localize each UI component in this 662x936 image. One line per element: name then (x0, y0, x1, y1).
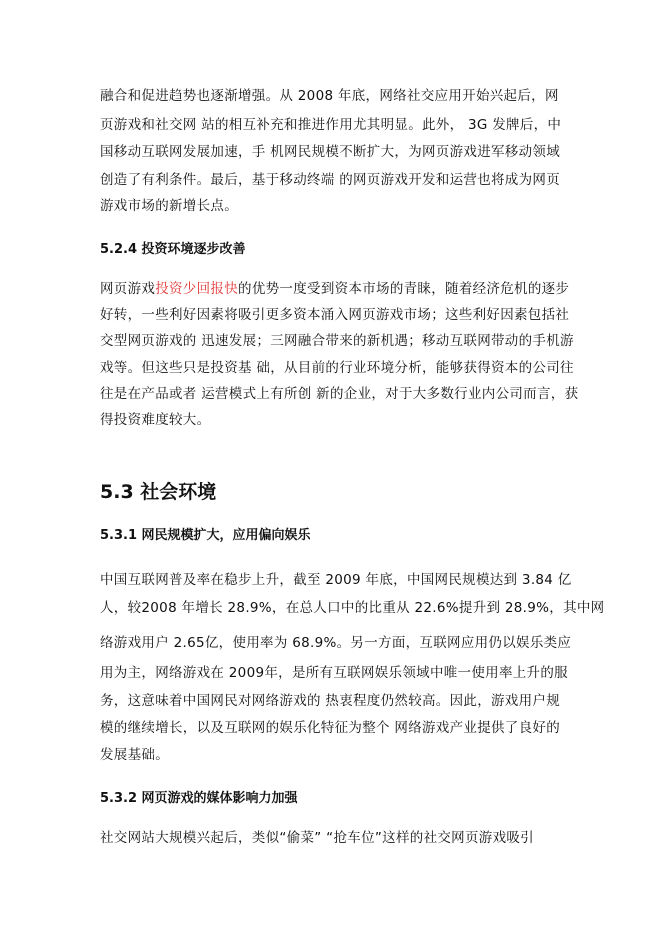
paragraph-line: 人，较2008 年增长 28.9%，在总人口中的比重从 22.6%提升到 28.9%，其中网 (100, 600, 605, 616)
section-heading-5-3-1: 5.3.1 网民规模扩大，应用偏向娱乐 (100, 528, 311, 543)
paragraph-line: 得投资难度较大。 (100, 412, 211, 428)
paragraph-line: 游戏市场的新增长点。 (100, 198, 238, 214)
section-heading-5-3: 5.3 社会环境 (100, 481, 217, 503)
paragraph-line: 务，这意味着中国网民对网络游戏的 热衷程度仍然较高。因此，游戏用户规 (100, 693, 560, 709)
section-heading-5-3-2: 5.3.2 网页游戏的媒体影响力加强 (100, 791, 298, 806)
paragraph-line: 往是在产品或者 运营模式上有所创 新的企业，对于大多数行业内公司而言，获 (100, 386, 579, 402)
paragraph-line: 好转，一些利好因素将吸引更多资本涌入网页游戏市场；这些利好因素包括社 (100, 307, 570, 323)
paragraph-line: 融合和促进趋势也逐渐增强。从 2008 年底，网络社交应用开始兴起后，网 (100, 88, 559, 104)
paragraph-line: 交型网页游戏的 迅速发展；三网融合带来的新机遇；移动互联网带动的手机游 (100, 333, 574, 349)
paragraph-line: 创造了有利条件。最后，基于移动终端 的网页游戏开发和运营也将成为网页 (100, 172, 560, 188)
section-heading-5-2-4: 5.2.4 投资环境逐步改善 (100, 242, 246, 257)
paragraph-line: 社交网站大规模兴起后，类似“偷菜” “抢车位”这样的社交网页游戏吸引 (100, 830, 534, 846)
paragraph-line: 国移动互联网发展加速，手 机网民规模不断扩大，为网页游戏进军移动领域 (100, 144, 560, 160)
paragraph-line: 发展基础。 (100, 747, 169, 763)
highlight-link[interactable]: 投资少回报快 (155, 281, 239, 297)
paragraph-line: 页游戏和社交网 站的相互补充和推进作用尤其明显。此外， 3G 发牌后，中 (100, 117, 562, 133)
paragraph-line: 用为主，网络游戏在 2009年，是所有互联网娱乐领域中唯一使用率上升的服 (100, 665, 568, 681)
paragraph-text: 网页游戏 (100, 281, 156, 297)
paragraph-line (100, 277, 569, 297)
paragraph-line: 戏等。但这些只是投资基 础，从目前的行业环境分析，能够获得资本的公司往 (100, 360, 574, 376)
paragraph-line: 模的继续增长，以及互联网的娱乐化特征为整个 网络游戏产业提供了良好的 (100, 720, 560, 736)
paragraph-line: 中国互联网普及率在稳步上升，截至 2009 年底，中国网民规模达到 3.84 亿 (100, 572, 572, 588)
paragraph-line: 络游戏用户 2.65亿，使用率为 68.9%。另一方面，互联网应用仍以娱乐类应 (100, 635, 572, 651)
paragraph-text: 的优势一度受到资本市场的青睐，随着经济危机的逐步 (238, 281, 570, 297)
